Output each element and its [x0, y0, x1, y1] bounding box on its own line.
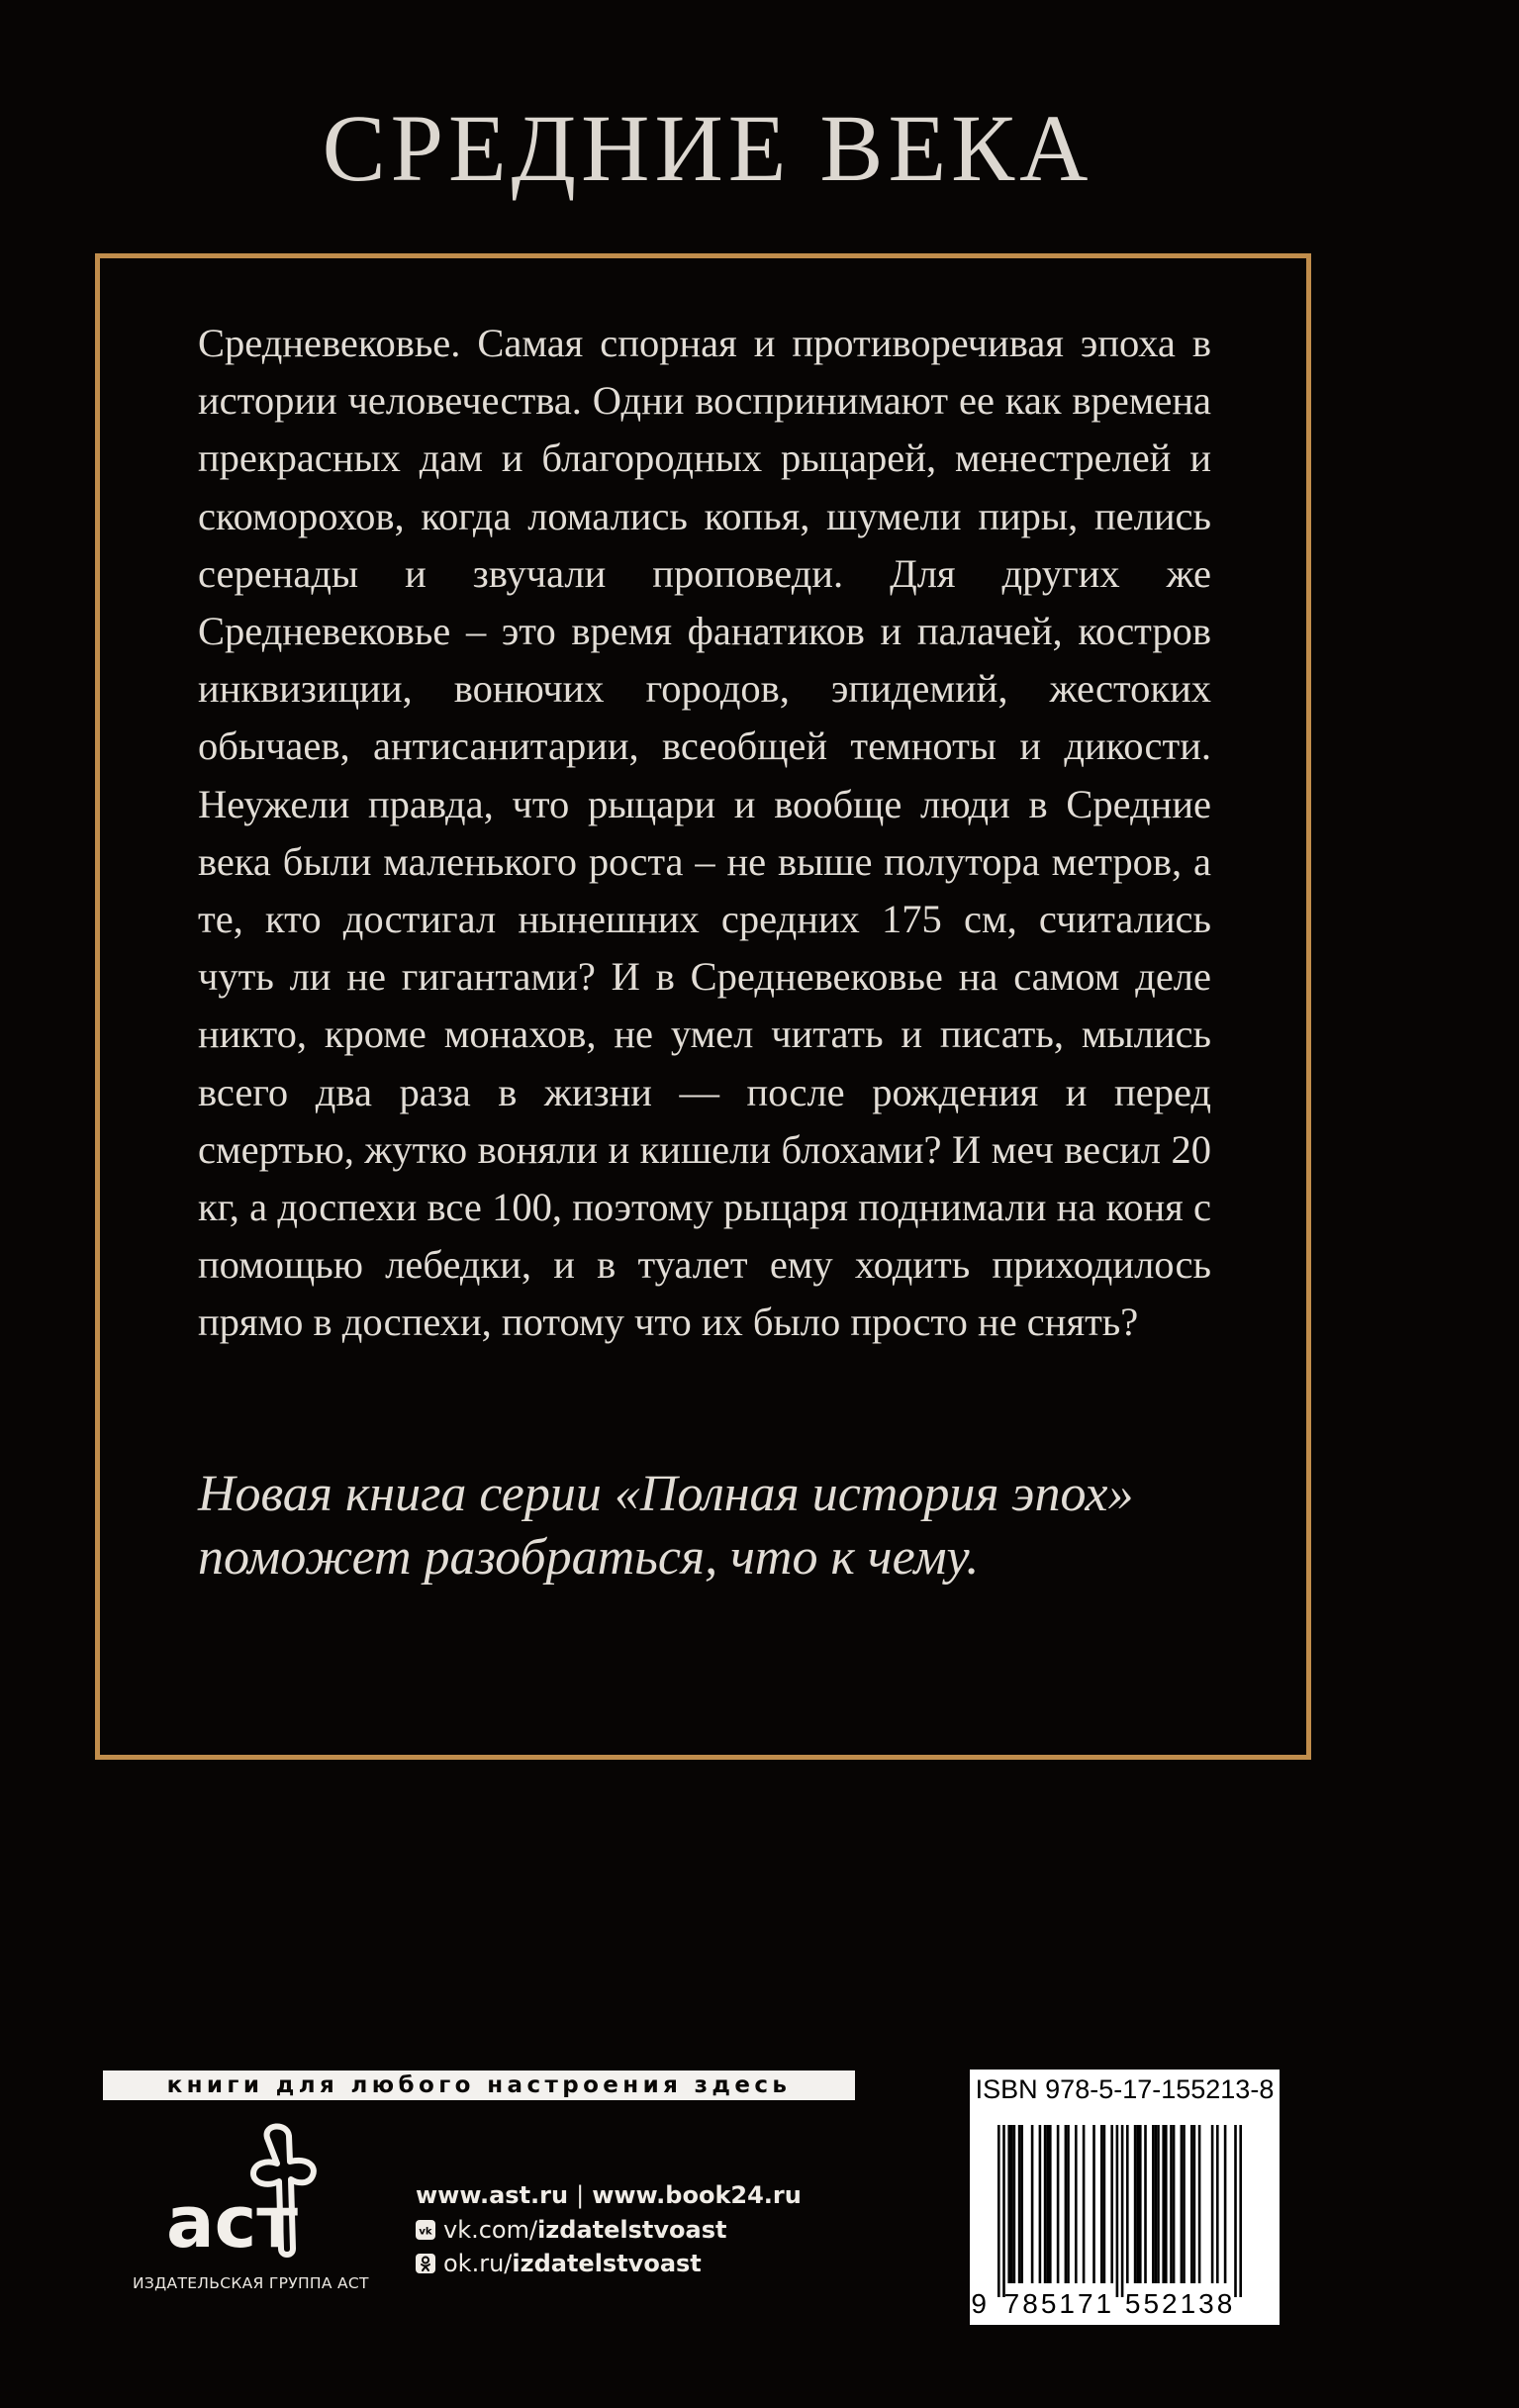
barcode-bar — [1046, 2125, 1049, 2283]
barcode-bar — [1139, 2125, 1142, 2283]
barcode-bar — [1065, 2125, 1068, 2283]
barcode-digits-left: 785171 — [1003, 2288, 1115, 2319]
ok-prefix: ok.ru/ — [443, 2250, 513, 2277]
barcode-bar — [1134, 2125, 1137, 2283]
barcode-bar — [1031, 2125, 1034, 2283]
barcode-bar — [1162, 2125, 1165, 2283]
barcode-bar — [1190, 2125, 1193, 2283]
logo-wordmark: аст — [166, 2180, 298, 2264]
publisher-caption: ИЗДАТЕЛЬСКАЯ ГРУППА АСТ — [133, 2274, 369, 2292]
barcode-bar — [1002, 2125, 1005, 2297]
ok-handle: izdatelstvoast — [512, 2250, 702, 2277]
publisher-links — [416, 2177, 802, 2280]
barcode-bar — [1092, 2125, 1095, 2283]
website-link-ast[interactable]: www.ast.ru — [416, 2181, 569, 2209]
barcode-bar — [1198, 2125, 1201, 2283]
barcode-bar — [1157, 2125, 1160, 2283]
barcode-digits-right: 552138 — [1124, 2288, 1236, 2319]
ok-row[interactable] — [416, 2247, 802, 2280]
barcode-bar — [1211, 2125, 1214, 2283]
barcode-bar — [1155, 2125, 1158, 2283]
svg-text:vk: vk — [419, 2226, 432, 2238]
barcode-bar — [1110, 2125, 1113, 2283]
barcode-bar — [1020, 2125, 1023, 2283]
barcode-bar — [997, 2125, 1000, 2297]
barcode-bar — [1067, 2125, 1070, 2283]
barcode-bar — [1083, 2125, 1086, 2283]
barcode-bar — [1234, 2125, 1237, 2297]
barcode-bar — [1144, 2125, 1147, 2283]
barcode-digit-lead: 9 — [971, 2288, 990, 2319]
vk-prefix: vk.com/ — [443, 2216, 538, 2244]
book-title: СРЕДНИЕ ВЕКА — [322, 95, 1093, 201]
barcode-bar — [1100, 2125, 1103, 2283]
book-description: Средневековье. Самая спорная и противоречивая эпоха в истории человечества. Одни воспринимают ее как времена прекрасных дам и благородных рыцарей, менестрелей и скоморохов, когда ломались копья, шумели пиры, пелись серенады и звучали проповеди. Для других же Средневековье – это время фанатиков и палачей, костров инквизиции, вонючих городов, эпидемий, жестоких обычаев, антисанитарии, всеобщей темноты и дикости. Неужели правда, что рыцари и вообще люди в Средние века были маленького роста – не выше полутора метров, а те, кто достигал нынешних средних 175 см, считались чуть ли не гигантами? И в Средневековье на самом деле никто, кроме монахов, не умел читать и писать, мылись всего два раза в жизни — после рождения и перед смертью, жутко воняли и кишели блохами? И меч весил 20 кг, а доспехи все 100, поэтому рыцаря поднимали на коня с помощью лебедки, и в туалет ему ходить приходилось прямо в доспехи, потому что их было просто не снять? — [198, 321, 1211, 1345]
barcode-bar — [1216, 2125, 1219, 2283]
barcode-bar — [1103, 2125, 1106, 2283]
website-link-book24[interactable]: www.book24.ru — [592, 2181, 802, 2209]
isbn-label: ISBN 978-5-17-155213-8 — [975, 2074, 1275, 2104]
barcode-bar — [1039, 2125, 1042, 2283]
ast-logo-icon — [119, 2118, 356, 2266]
barcode-bar — [1224, 2125, 1227, 2283]
barcode-bar — [1239, 2125, 1242, 2297]
barcode-bar — [1013, 2125, 1016, 2283]
barcode-bar — [1152, 2125, 1155, 2283]
website-row — [416, 2177, 802, 2213]
barcode-bar — [1173, 2125, 1176, 2283]
barcode-bar — [1170, 2125, 1173, 2283]
barcode-bar — [1121, 2125, 1124, 2297]
series-tagline: Новая книга серии «Полная история эпох» поможет разобраться, что к чему. — [198, 1466, 1134, 1586]
barcode-bar — [1007, 2125, 1010, 2283]
barcode-bar — [1018, 2125, 1021, 2283]
barcode-bar — [1044, 2125, 1047, 2283]
vk-icon — [416, 2220, 435, 2240]
barcode-bar — [1126, 2125, 1129, 2283]
barcode-icon — [970, 2117, 1280, 2323]
ok-icon — [416, 2254, 435, 2273]
barcode-bar — [1193, 2125, 1196, 2283]
barcode-bar — [1057, 2125, 1060, 2283]
link-separator: | — [576, 2181, 585, 2209]
barcode-bar — [1116, 2125, 1119, 2297]
barcode-bar — [1165, 2125, 1168, 2283]
barcode-bar — [1183, 2125, 1186, 2283]
barcode-bar — [1181, 2125, 1184, 2283]
barcode-bar — [1010, 2125, 1013, 2283]
barcode-bar — [1049, 2125, 1052, 2283]
vk-handle: izdatelstvoast — [537, 2216, 727, 2244]
barcode-bar — [1075, 2125, 1078, 2283]
vk-row[interactable] — [416, 2213, 802, 2247]
barcode-block — [970, 2070, 1280, 2325]
barcode-bar — [1136, 2125, 1139, 2283]
publisher-slogan: книги для любого настроения здесь — [103, 2071, 855, 2100]
